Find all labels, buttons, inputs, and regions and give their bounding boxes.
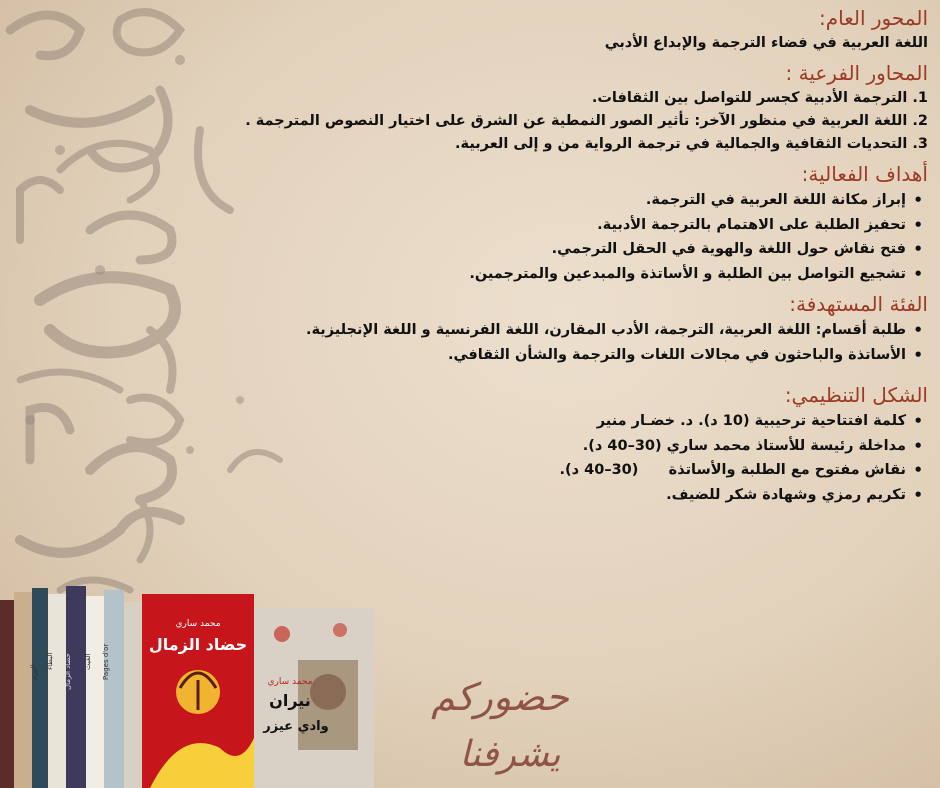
sub-axis-item: 3. التحديات الثقافية والجمالية في ترجمة الرواية من و إلى العربية. bbox=[455, 136, 928, 152]
audience-heading: الفئة المستهدفة: bbox=[789, 292, 928, 316]
goal-item: • فتح نقاش حول اللغة والهوية في الحقل الترجمي. bbox=[148, 237, 906, 262]
welcome-line-2: يشرفنا bbox=[459, 734, 561, 775]
goal-item: • تحفيز الطلبة على الاهتمام بالترجمة الأدبية. bbox=[148, 213, 906, 238]
spine-title: Pages d'or bbox=[102, 643, 110, 680]
general-axis-text: اللغة العربية في فضاء الترجمة والإبداع الأدبي bbox=[604, 35, 928, 51]
sub-axes-heading: المحاور الفرعية : bbox=[785, 61, 928, 85]
format-item: • مداخلة رئيسة للأستاذ محمد ساري (30–40 د). bbox=[148, 434, 906, 459]
goals-section bbox=[148, 160, 928, 286]
book-cover-main bbox=[142, 594, 254, 788]
welcome-line-1: حضوركم bbox=[431, 675, 569, 719]
audience-item: • الأساتذة والباحثون في مجالات اللغات والترجمة والشأن الثقافي. bbox=[148, 343, 906, 368]
audience-item: • طلبة أقسام: اللغة العربية، الترجمة، الأدب المقارن، اللغة الفرنسية و اللغة الإنجليزية. bbox=[148, 318, 906, 343]
goal-item: • تشجيع التواصل بين الطلبة و الأساتذة والمبدعين والمترجمين. bbox=[148, 262, 906, 287]
book-cover-second bbox=[254, 608, 374, 788]
format-heading: الشكل التنظيمي: bbox=[784, 383, 928, 407]
goal-item: • إبراز مكانة اللغة العربية في الترجمة. bbox=[148, 188, 906, 213]
format-item: • كلمة افتتاحية ترحيبية (10 د). د. خضـار منير bbox=[148, 409, 906, 434]
spine-title: حضاد الزمال bbox=[64, 653, 72, 690]
book-spines bbox=[0, 586, 142, 788]
sub-axes-section bbox=[148, 59, 928, 156]
format-item: • تكريم رمزي وشهادة شكر للضيف. bbox=[148, 483, 906, 508]
format-item: • نقاش مفتوح مع الطلبة والأساتذة (30–40 د). bbox=[148, 458, 906, 483]
welcome-calligraphy bbox=[400, 648, 600, 788]
spine-title: الورم bbox=[30, 664, 38, 680]
cover-second-title: نيران bbox=[269, 691, 311, 710]
audience-section bbox=[148, 290, 928, 367]
books-illustration bbox=[0, 580, 380, 788]
sub-axis-item: 2. اللغة العربية في منظور الآخر: تأثير الصور النمطية عن الشرق على اختيار النصوص المترجمة . bbox=[245, 113, 928, 129]
program-content bbox=[148, 4, 928, 507]
spine-title: البطاء bbox=[46, 652, 54, 670]
format-section bbox=[148, 381, 928, 507]
cover-main-author: محمد ساري bbox=[175, 619, 221, 629]
goals-heading: أهداف الفعالية: bbox=[801, 162, 928, 186]
cover-main-title: حضاد الزمال bbox=[148, 635, 248, 654]
cover-second-title: وادي عيزر bbox=[263, 719, 329, 734]
sub-axis-item: 1. الترجمة الأدبية كجسر للتواصل بين الثقافات. bbox=[591, 90, 928, 106]
general-axis-section bbox=[148, 4, 928, 55]
spine-title: الغيث bbox=[84, 653, 92, 670]
cover-second-author: محمد ساري bbox=[267, 677, 313, 687]
general-axis-heading: المحور العام: bbox=[819, 6, 928, 30]
